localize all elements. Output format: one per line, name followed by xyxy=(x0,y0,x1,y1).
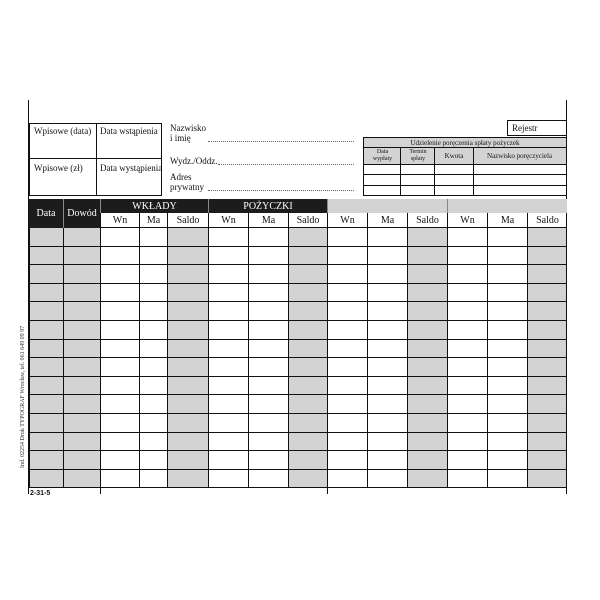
ledger-cell[interactable] xyxy=(487,414,527,433)
ledger-cell[interactable] xyxy=(139,377,167,396)
ledger-cell[interactable] xyxy=(248,265,288,284)
ledger-cell[interactable] xyxy=(327,414,367,433)
ledger-cell[interactable] xyxy=(100,414,139,433)
ledger-cell[interactable] xyxy=(248,321,288,340)
ledger-cell[interactable] xyxy=(167,265,208,284)
ledger-cell[interactable] xyxy=(527,451,567,470)
ledger-cell[interactable] xyxy=(167,414,208,433)
ledger-cell[interactable] xyxy=(139,284,167,303)
ledger-cell[interactable] xyxy=(527,395,567,414)
ledger-cell[interactable] xyxy=(139,451,167,470)
data-wystapienia-label: Data wystąpienia xyxy=(100,163,163,173)
ledger-cell[interactable] xyxy=(487,321,527,340)
ledger-cell[interactable] xyxy=(208,247,248,266)
ledger-cell[interactable] xyxy=(139,265,167,284)
ledger-cell[interactable] xyxy=(248,377,288,396)
ledger-cell[interactable] xyxy=(327,451,367,470)
printer-side-text: Ind. 02254 Druk TYPOGRAF Wrocław, tel. 061 649 09 97 xyxy=(20,325,26,468)
ledger-cell[interactable] xyxy=(63,265,100,284)
ledger-cell[interactable] xyxy=(407,470,447,489)
ledger-cell[interactable] xyxy=(367,414,407,433)
ledger-cell[interactable] xyxy=(167,433,208,452)
ledger-cell[interactable] xyxy=(167,321,208,340)
ledger-cell[interactable] xyxy=(167,284,208,303)
ledger-cell[interactable] xyxy=(248,451,288,470)
ledger-cell[interactable] xyxy=(167,395,208,414)
ledger-cell[interactable] xyxy=(527,414,567,433)
ledger-cell[interactable] xyxy=(487,395,527,414)
pozyczki-header: POŻYCZKI xyxy=(208,199,327,213)
ledger-cell[interactable] xyxy=(327,358,367,377)
ledger-cell[interactable] xyxy=(139,321,167,340)
ledger-cell[interactable] xyxy=(29,414,63,433)
ledger-cell[interactable] xyxy=(100,470,139,489)
ledger-cell[interactable] xyxy=(139,302,167,321)
ledger-cell[interactable] xyxy=(63,470,100,489)
ledger-cell[interactable] xyxy=(208,321,248,340)
ledger-cell[interactable] xyxy=(288,358,327,377)
ledger-cell[interactable] xyxy=(63,321,100,340)
ledger-cell[interactable] xyxy=(248,414,288,433)
ledger-cell[interactable] xyxy=(327,247,367,266)
ledger-cell[interactable] xyxy=(367,340,407,359)
sub-header-10: Wn xyxy=(447,213,487,228)
ledger-cell[interactable] xyxy=(29,451,63,470)
sub-header-11: Ma xyxy=(487,213,527,228)
ledger-cell[interactable] xyxy=(63,302,100,321)
ledger-cell[interactable] xyxy=(29,340,63,359)
ledger-cell[interactable] xyxy=(367,377,407,396)
wklady-header: WKŁADY xyxy=(100,199,208,213)
ledger-cell[interactable] xyxy=(527,433,567,452)
ledger-cell[interactable] xyxy=(487,265,527,284)
ledger-cell[interactable] xyxy=(63,451,100,470)
ledger-cell[interactable] xyxy=(167,470,208,489)
rejestr-label: Rejestr xyxy=(512,123,538,133)
sub-header-2: Ma xyxy=(139,213,167,228)
ledger-cell[interactable] xyxy=(367,247,407,266)
ledger-cell[interactable] xyxy=(367,228,407,247)
ledger-cell[interactable] xyxy=(447,340,487,359)
ledger-cell[interactable] xyxy=(288,451,327,470)
ledger-cell[interactable] xyxy=(367,321,407,340)
ledger-cell[interactable] xyxy=(100,377,139,396)
ledger-cell[interactable] xyxy=(327,395,367,414)
ledger-cell[interactable] xyxy=(208,414,248,433)
ledger-cell[interactable] xyxy=(63,358,100,377)
ledger-cell[interactable] xyxy=(100,302,139,321)
ledger-cell[interactable] xyxy=(527,340,567,359)
sub-header-4: Wn xyxy=(208,213,248,228)
ledger-cell[interactable] xyxy=(447,395,487,414)
ledger-cell[interactable] xyxy=(208,340,248,359)
data-wstapienia-label: Data wstąpienia xyxy=(100,126,158,136)
ledger-cell[interactable] xyxy=(100,247,139,266)
ledger-cell[interactable] xyxy=(208,451,248,470)
ledger-cell[interactable] xyxy=(487,228,527,247)
ledger-cell[interactable] xyxy=(208,302,248,321)
imie-label: i imię xyxy=(170,133,191,143)
ledger-cell[interactable] xyxy=(100,340,139,359)
ledger-cell[interactable] xyxy=(447,321,487,340)
ledger-cell[interactable] xyxy=(248,284,288,303)
ledger-cell[interactable] xyxy=(167,228,208,247)
ledger-cell[interactable] xyxy=(487,470,527,489)
ledger-cell[interactable] xyxy=(527,321,567,340)
ledger-cell[interactable] xyxy=(63,284,100,303)
ledger-cell[interactable] xyxy=(487,247,527,266)
ledger-cell[interactable] xyxy=(29,302,63,321)
ledger-cell[interactable] xyxy=(407,358,447,377)
ledger-cell[interactable] xyxy=(487,284,527,303)
ledger-cell[interactable] xyxy=(288,247,327,266)
ledger-cell[interactable] xyxy=(63,377,100,396)
ledger-cell[interactable] xyxy=(407,247,447,266)
ledger-cell[interactable] xyxy=(407,284,447,303)
ledger-cell[interactable] xyxy=(29,395,63,414)
ledger-cell[interactable] xyxy=(367,265,407,284)
ledger-cell[interactable] xyxy=(100,395,139,414)
ledger-cell[interactable] xyxy=(288,414,327,433)
ledger-cell[interactable] xyxy=(407,302,447,321)
prywatny-label: prywatny xyxy=(170,182,204,192)
guarantee-title: Udzielenie poręczenia spłaty pożyczek xyxy=(363,137,567,148)
ledger-cell[interactable] xyxy=(327,377,367,396)
ledger-cell[interactable] xyxy=(527,358,567,377)
lower-divider-left xyxy=(100,488,101,494)
sub-header-5: Ma xyxy=(248,213,288,228)
ledger-cell[interactable] xyxy=(100,358,139,377)
ledger-cell[interactable] xyxy=(407,228,447,247)
ledger-cell[interactable] xyxy=(100,284,139,303)
nazwisko-label: Nazwisko xyxy=(170,123,206,133)
ledger-cell[interactable] xyxy=(139,247,167,266)
col-dowod-header: Dowód xyxy=(63,199,100,228)
guarantee-col-termin: Termin spłaty xyxy=(401,148,435,164)
ledger-cell[interactable] xyxy=(248,358,288,377)
ledger-cell[interactable] xyxy=(167,247,208,266)
ledger-cell[interactable] xyxy=(327,321,367,340)
ledger-cell[interactable] xyxy=(248,247,288,266)
ledger-cell[interactable] xyxy=(100,321,139,340)
ledger-cell[interactable] xyxy=(447,377,487,396)
ledger-cell[interactable] xyxy=(29,228,63,247)
sub-header-6: Saldo xyxy=(288,213,327,228)
ledger-cell[interactable] xyxy=(288,265,327,284)
ledger-cell[interactable] xyxy=(367,302,407,321)
ledger-cell[interactable] xyxy=(447,433,487,452)
ledger-cell[interactable] xyxy=(487,358,527,377)
ledger-cell[interactable] xyxy=(288,433,327,452)
form-code: 2-31-5 xyxy=(30,490,51,497)
ledger-cell[interactable] xyxy=(29,265,63,284)
ledger-cell[interactable] xyxy=(527,265,567,284)
ledger-cell[interactable] xyxy=(139,433,167,452)
ledger-cell[interactable] xyxy=(167,340,208,359)
ledger-cell[interactable] xyxy=(447,451,487,470)
ledger-cell[interactable] xyxy=(208,433,248,452)
ledger-cell[interactable] xyxy=(527,377,567,396)
ledger-cell[interactable] xyxy=(208,358,248,377)
ledger-cell[interactable] xyxy=(288,284,327,303)
ledger-cell[interactable] xyxy=(208,377,248,396)
ledger-cell[interactable] xyxy=(407,395,447,414)
ledger-cell[interactable] xyxy=(139,228,167,247)
ledger-cell[interactable] xyxy=(29,470,63,489)
ledger-cell[interactable] xyxy=(288,302,327,321)
ledger-cell[interactable] xyxy=(527,228,567,247)
sub-header-7: Wn xyxy=(327,213,367,228)
ledger-cell[interactable] xyxy=(29,247,63,266)
ledger-cell[interactable] xyxy=(447,284,487,303)
ledger-cell[interactable] xyxy=(139,414,167,433)
ledger-cell[interactable] xyxy=(487,433,527,452)
guarantee-col-nazwisko: Nazwisko poręczyciela xyxy=(473,148,566,164)
ledger-cell[interactable] xyxy=(208,265,248,284)
ledger-cell[interactable] xyxy=(208,228,248,247)
ledger-cell[interactable] xyxy=(447,247,487,266)
ledger-cell[interactable] xyxy=(248,340,288,359)
ledger-cell[interactable] xyxy=(248,302,288,321)
ledger-cell[interactable] xyxy=(208,470,248,489)
wpisowe-data-label: Wpisowe (data) xyxy=(34,126,92,136)
ledger-cell[interactable] xyxy=(29,321,63,340)
ledger-cell[interactable] xyxy=(63,340,100,359)
ledger-cell[interactable] xyxy=(167,377,208,396)
ledger-cell[interactable] xyxy=(367,470,407,489)
ledger-cell[interactable] xyxy=(407,377,447,396)
ledger-cell[interactable] xyxy=(248,470,288,489)
ledger-cell[interactable] xyxy=(63,414,100,433)
ledger-cell[interactable] xyxy=(139,395,167,414)
ledger-cell[interactable] xyxy=(327,228,367,247)
ledger-cell[interactable] xyxy=(288,395,327,414)
ledger-cell[interactable] xyxy=(407,433,447,452)
ledger-right-edge xyxy=(566,213,567,488)
ledger-cell[interactable] xyxy=(487,340,527,359)
ledger-cell[interactable] xyxy=(100,228,139,247)
ledger-cell[interactable] xyxy=(208,395,248,414)
ledger-cell[interactable] xyxy=(288,340,327,359)
ledger-cell[interactable] xyxy=(100,433,139,452)
ledger-cell[interactable] xyxy=(167,358,208,377)
sub-header-3: Saldo xyxy=(167,213,208,228)
ledger-cell[interactable] xyxy=(367,358,407,377)
ledger-cell[interactable] xyxy=(327,470,367,489)
ledger-cell[interactable] xyxy=(487,377,527,396)
ledger-cell[interactable] xyxy=(527,247,567,266)
ledger-cell[interactable] xyxy=(139,470,167,489)
ledger-cell[interactable] xyxy=(447,228,487,247)
ledger-cell[interactable] xyxy=(527,470,567,489)
ledger-cell[interactable] xyxy=(288,470,327,489)
ledger-cell[interactable] xyxy=(167,302,208,321)
ledger-cell[interactable] xyxy=(407,265,447,284)
ledger-cell[interactable] xyxy=(100,265,139,284)
ledger-cell[interactable] xyxy=(447,358,487,377)
ledger-cell[interactable] xyxy=(139,358,167,377)
ledger-cell[interactable] xyxy=(29,377,63,396)
guarantee-col-data-wyplaty: Data wypłaty xyxy=(364,148,401,164)
ledger-cell[interactable] xyxy=(527,284,567,303)
wydz-label: Wydz./Oddz. xyxy=(170,156,218,166)
ledger-cell[interactable] xyxy=(248,433,288,452)
adres-label: Adres xyxy=(170,172,192,182)
ledger-cell[interactable] xyxy=(487,302,527,321)
ledger-cell[interactable] xyxy=(63,433,100,452)
col-data-header: Data xyxy=(29,199,63,228)
ledger-cell[interactable] xyxy=(29,284,63,303)
sub-header-9: Saldo xyxy=(407,213,447,228)
ledger-cell[interactable] xyxy=(29,358,63,377)
wpisowe-zl-label: Wpisowe (zł) xyxy=(34,163,83,173)
ledger-cell[interactable] xyxy=(288,321,327,340)
ledger-cell[interactable] xyxy=(367,395,407,414)
ledger-cell[interactable] xyxy=(208,284,248,303)
sub-header-1: Wn xyxy=(100,213,139,228)
ledger-cell[interactable] xyxy=(447,302,487,321)
ledger-cell[interactable] xyxy=(288,377,327,396)
ledger-cell[interactable] xyxy=(327,302,367,321)
ledger-cell[interactable] xyxy=(100,451,139,470)
guarantee-col-kwota: Kwota xyxy=(435,148,473,164)
ledger-cell[interactable] xyxy=(327,265,367,284)
ledger-cell[interactable] xyxy=(447,265,487,284)
ledger-cell[interactable] xyxy=(527,302,567,321)
lower-divider xyxy=(327,488,328,494)
sub-header-8: Ma xyxy=(367,213,407,228)
ledger-cell[interactable] xyxy=(63,247,100,266)
ledger-cell[interactable] xyxy=(167,451,208,470)
ledger-cell[interactable] xyxy=(367,451,407,470)
ledger-cell[interactable] xyxy=(447,470,487,489)
ledger-cell[interactable] xyxy=(367,433,407,452)
ledger-cell[interactable] xyxy=(139,340,167,359)
ledger-cell[interactable] xyxy=(407,451,447,470)
ledger-cell[interactable] xyxy=(407,340,447,359)
sub-header-12: Saldo xyxy=(527,213,567,228)
ledger-cell[interactable] xyxy=(248,395,288,414)
ledger-cell[interactable] xyxy=(248,228,288,247)
ledger-cell[interactable] xyxy=(407,321,447,340)
ledger-cell[interactable] xyxy=(327,284,367,303)
ledger-cell[interactable] xyxy=(327,340,367,359)
ledger-cell[interactable] xyxy=(288,228,327,247)
ledger-cell[interactable] xyxy=(63,228,100,247)
ledger-cell[interactable] xyxy=(447,414,487,433)
ledger-cell[interactable] xyxy=(327,433,367,452)
ledger-cell[interactable] xyxy=(407,414,447,433)
ledger-cell[interactable] xyxy=(29,433,63,452)
ledger-cell[interactable] xyxy=(63,395,100,414)
ledger-cell[interactable] xyxy=(367,284,407,303)
ledger-cell[interactable] xyxy=(487,451,527,470)
